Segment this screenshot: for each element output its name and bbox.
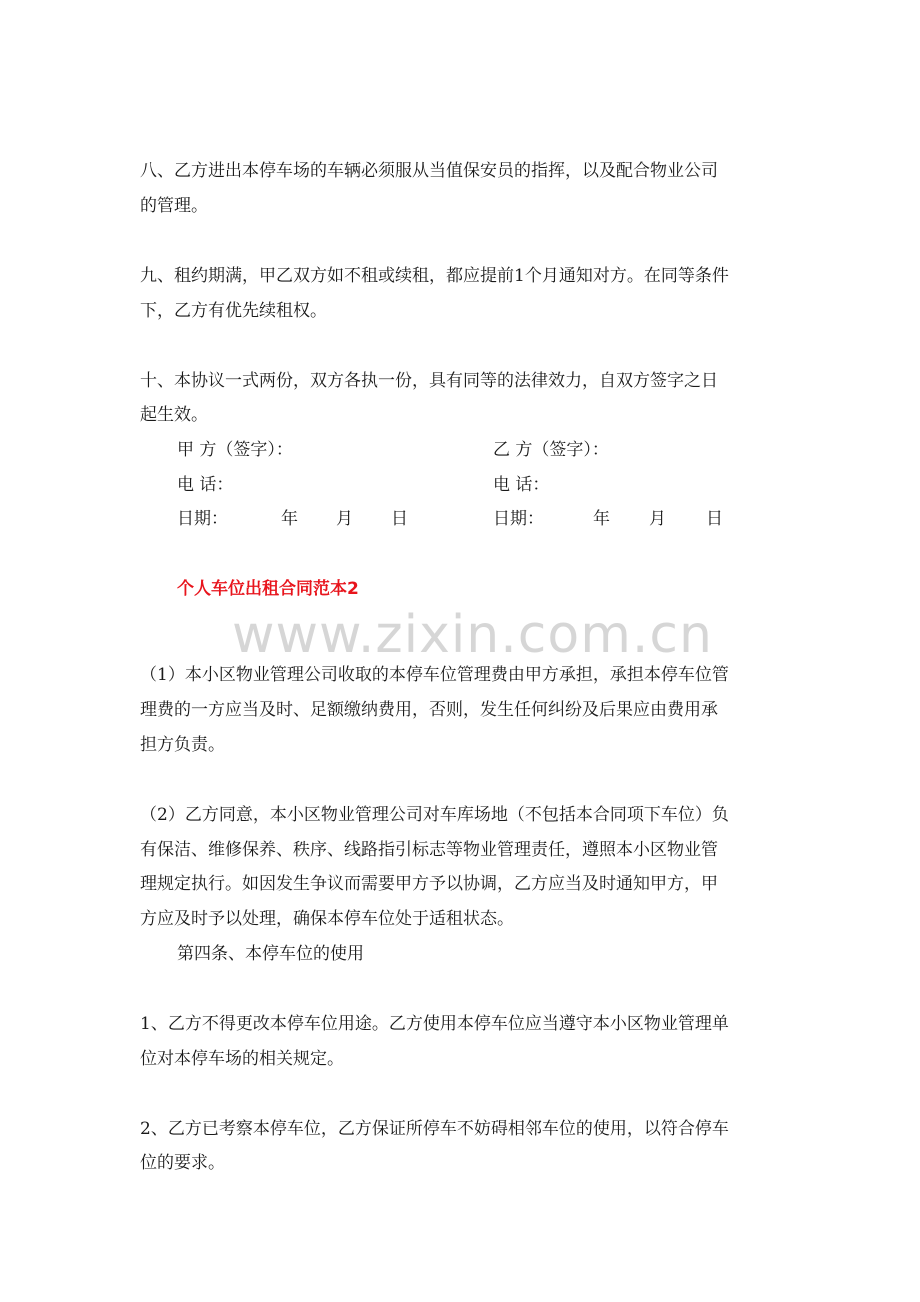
party-a-signature-label: 甲 方（签字）：: [177, 440, 293, 460]
usage-2-line-2: 位的要求。: [140, 1153, 225, 1173]
usage-2-line-1: 2、乙方已考察本停车位，乙方保证所停车不妨碍相邻车位的使用，以符合停车: [140, 1119, 729, 1139]
party-a-date-row: [177, 509, 437, 529]
party-a-date-label: 日期：: [177, 509, 228, 529]
item-2-line-4: 方应及时予以处理，确保本停车位处于适租状态。: [140, 909, 514, 929]
party-b-month-label: 月: [649, 509, 666, 529]
article-4-title: 第四条、本停车位的使用: [177, 944, 364, 964]
item-1-line-3: 担方负责。: [140, 735, 225, 755]
party-a-day-label: 日: [391, 509, 408, 529]
item-2-line-1: （2）乙方同意，本小区物业管理公司对车库场地（不包括本合同项下车位）负: [140, 805, 729, 825]
watermark: www.zixin.com.cn: [232, 605, 713, 665]
party-b-date-row: [493, 509, 753, 529]
usage-1-line-1: 1、乙方不得更改本停车位用途。乙方使用本停车位应当遵守本小区物业管理单: [140, 1014, 729, 1034]
clause-10-line-1: 十、本协议一式两份，双方各执一份，具有同等的法律效力，自双方签字之日: [140, 371, 718, 391]
party-a-phone-label: 电 话：: [177, 475, 234, 495]
party-b-year-label: 年: [593, 509, 610, 529]
item-2-line-3: 理规定执行。如因发生争议而需要甲方予以协调，乙方应当及时通知甲方，甲: [140, 874, 718, 894]
usage-1-line-2: 位对本停车场的相关规定。: [140, 1049, 344, 1069]
clause-9-line-1: 九、租约期满，甲乙双方如不租或续租，都应提前1个月通知对方。在同等条件: [140, 266, 729, 286]
contract-template-heading: 个人车位出租合同范本2: [177, 579, 359, 599]
party-a-year-label: 年: [281, 509, 298, 529]
item-2-line-2: 有保洁、维修保养、秩序、线路指引标志等物业管理责任，遵照本小区物业管: [140, 840, 718, 860]
item-1-line-1: （1）本小区物业管理公司收取的本停车位管理费由甲方承担，承担本停车位管: [140, 665, 729, 685]
clause-10-line-2: 起生效。: [140, 405, 208, 425]
party-b-signature-label: 乙 方（签字）：: [493, 440, 609, 460]
party-b-day-label: 日: [706, 509, 723, 529]
clause-8-line-1: 八、乙方进出本停车场的车辆必须服从当值保安员的指挥，以及配合物业公司: [140, 161, 718, 181]
party-b-phone-label: 电 话：: [493, 475, 550, 495]
party-a-month-label: 月: [336, 509, 353, 529]
item-1-line-2: 理费的一方应当及时、足额缴纳费用，否则，发生任何纠纷及后果应由费用承: [140, 700, 718, 720]
clause-8-line-2: 的管理。: [140, 196, 208, 216]
party-b-date-label: 日期：: [493, 509, 544, 529]
clause-9-line-2: 下，乙方有优先续租权。: [140, 301, 327, 321]
